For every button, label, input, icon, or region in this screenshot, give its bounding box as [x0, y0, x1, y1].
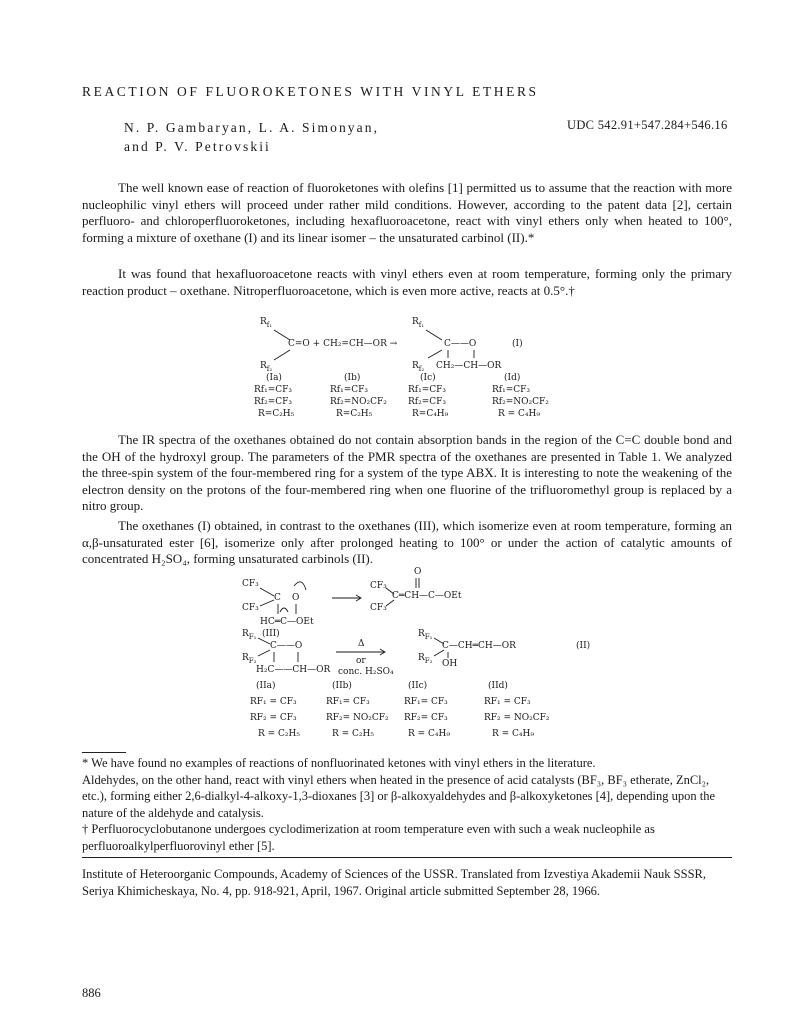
article-title: REACTION OF FLUOROKETONES WITH VINYL ETHERS [82, 84, 539, 99]
svg-text:O: O [292, 593, 300, 603]
svg-text:RF₂ = CF₃: RF₂ = CF₃ [250, 713, 297, 723]
reaction-scheme-1 [240, 312, 580, 422]
svg-text:H₂C——CH—OR: H₂C——CH—OR [256, 665, 331, 675]
svg-text:HC═C—OEt: HC═C—OEt [260, 617, 314, 627]
variant-Ic [408, 372, 449, 419]
svg-text:(IIa): (IIa) [256, 681, 276, 691]
svg-text:Rf₁=CF₃: Rf₁=CF₃ [408, 385, 446, 395]
svg-text:(III): (III) [262, 629, 280, 639]
authors-line-1: N. P. Gambaryan, L. A. Simonyan, [124, 120, 380, 135]
scheme2-oxethane-I [242, 629, 330, 675]
svg-text:R=C₄H₉: R=C₄H₉ [412, 409, 449, 419]
svg-text:CF₃: CF₃ [370, 603, 387, 613]
svg-text:(IId): (IId) [488, 681, 508, 691]
scheme1-label: (I) [512, 339, 523, 349]
svg-text:(II): (II) [576, 641, 591, 651]
svg-text:R=C₂H₅: R=C₂H₅ [336, 409, 373, 419]
svg-text:(Ia): (Ia) [266, 373, 282, 383]
scheme2-carbinol-II [418, 629, 590, 669]
svg-text:R = C₂H₅: R = C₂H₅ [332, 729, 374, 739]
svg-text:R = C₄H₉: R = C₄H₉ [492, 729, 534, 739]
svg-text:RF₁ = CF₃: RF₁ = CF₃ [250, 697, 297, 707]
svg-text:R = C₂H₅: R = C₂H₅ [258, 729, 300, 739]
reaction-scheme-2 [236, 566, 606, 744]
scheme1-rf1: $R_{f_1}$ [260, 317, 273, 329]
svg-text:R = C₄H₉: R = C₄H₉ [498, 409, 540, 419]
svg-text:R = C₄H₉: R = C₄H₉ [408, 729, 450, 739]
variant-Ia [254, 372, 295, 419]
svg-text:Rf₂=NO₂CF₂: Rf₂=NO₂CF₂ [492, 397, 549, 407]
svg-text:Rf₁=CF₃: Rf₁=CF₃ [330, 385, 368, 395]
svg-text:R=C₂H₅: R=C₂H₅ [258, 409, 295, 419]
svg-text:(IIc): (IIc) [408, 681, 428, 691]
svg-text:Rf₁=CF₃: Rf₁=CF₃ [254, 385, 292, 395]
svg-text:(Ic): (Ic) [420, 373, 436, 383]
scheme1-reactants [260, 317, 398, 373]
svg-text:Δ: Δ [358, 639, 365, 649]
svg-text:RF₂: $R_{F_2}$ [418, 653, 433, 665]
svg-text:RF₁: $R_{F_1}$ [418, 629, 433, 641]
svg-text:C—CH═CH—OR: C—CH═CH—OR [442, 641, 516, 651]
scheme2-arrow [336, 639, 394, 677]
scheme1-product [412, 317, 523, 373]
paragraph-3: The IR spectra of the oxethanes obtained do not contain absorption bands in the region of the C=C double bond and the OH of the hydroxyl group. The parameters of the PMR spectra of the oxethanes are presented in Table 1. We analyzed the three-spin system of the four-membered ring for a system of the type ABX. It is interesting to note the weakening of the electron density on the protons of the four-membered ring when one fluorine of the trifluoromethyl group is replaced by a nitro group. [82, 432, 732, 514]
scheme1-rf2: $R_{f_2}$ [260, 361, 273, 373]
svg-text:conc. H₂SO₄: conc. H₂SO₄ [338, 667, 394, 677]
svg-text:O: O [414, 567, 422, 577]
svg-text:RF₂: $R_{F_2}$ [242, 653, 257, 665]
svg-text:RF₁= CF₃: RF₁= CF₃ [404, 697, 448, 707]
scheme2-variants [250, 680, 550, 739]
scheme1-variants [254, 372, 549, 419]
variant-IIa [250, 680, 300, 739]
paragraph-1: The well known ease of reaction of fluoroketones with olefins [1] permitted us to assume that the reaction with more nucleophilic vinyl ethers will proceed under rather mild conditions. However, according to the patent data [2], certain perfluoro- and chloroperfluoroketones, including hexafluoroacetone, react with vinyl ethers only when heated to 100°, forming a mixture of oxethane (I) and its linear isomer – the unsaturated carbinol (II).* [82, 180, 732, 245]
footnote-dagger: † Perfluorocyclobutanone undergoes cyclodimerization at room temperature even with such a weak nucleophile as perfluoroalkylperfluorovinyl ether [5]. [82, 822, 655, 853]
scheme1-product-rf2: $R_{f_2}$ [412, 361, 425, 373]
svg-text:(IIb): (IIb) [332, 681, 352, 691]
svg-text:Rf₁=CF₃: Rf₁=CF₃ [492, 385, 530, 395]
svg-text:C═CH—C—OEt: C═CH—C—OEt [392, 591, 462, 601]
authors-line-2: and P. V. Petrovskii [124, 139, 271, 154]
svg-text:C: C [274, 593, 281, 603]
svg-text:RF₂= CF₃: RF₂= CF₃ [404, 713, 448, 723]
svg-text:Rf₂=NO₂CF₂: Rf₂=NO₂CF₂ [330, 397, 387, 407]
svg-text:or: or [356, 656, 366, 666]
paragraph-2: It was found that hexafluoroacetone reacts with vinyl ethers even at room temperature, forming only the primary reaction product – oxethane. Nitroperfluoroacetone, which is even more active, reacts at 0.5°.† [82, 266, 732, 298]
svg-text:(Ib): (Ib) [344, 373, 361, 383]
scheme1-ring-bottom: CH₂—CH—OR [436, 361, 502, 371]
variant-Id [492, 372, 549, 419]
svg-text:RF₁: $R_{F_1}$ [242, 629, 257, 641]
variant-IIb [326, 680, 389, 739]
svg-text:RF₂ = NO₂CF₂: RF₂ = NO₂CF₂ [484, 713, 550, 723]
institute-rule [82, 857, 732, 858]
svg-text:(Id): (Id) [504, 373, 521, 383]
udc-code: UDC 542.91+547.284+546.16 [567, 118, 728, 132]
variant-IIc [404, 680, 450, 739]
svg-text:CF₃: CF₃ [242, 579, 259, 589]
svg-text:RF₁= CF₃: RF₁= CF₃ [326, 697, 370, 707]
scheme1-ring-top: C——O [444, 339, 477, 349]
svg-text:RF₂= NO₂CF₂: RF₂= NO₂CF₂ [326, 713, 389, 723]
svg-text:Rf₂=CF₃: Rf₂=CF₃ [408, 397, 446, 407]
paragraph-4: The oxethanes (I) obtained, in contrast to the oxethanes (III), which isomerize even at room temperature, forming an α,β-unsaturated ester [6], isomerize only after prolonged heating to 100° or under the action of catalytic amounts of concentrated H₂SO₄, forming unsaturated carbinols (II). [82, 518, 732, 567]
variant-Ib [330, 372, 387, 419]
variant-IId [484, 680, 550, 739]
scheme2-ester-product [370, 567, 462, 613]
svg-text:OH: OH [442, 659, 458, 669]
svg-text:Rf₂=CF₃: Rf₂=CF₃ [254, 397, 292, 407]
svg-text:CF₃: CF₃ [370, 581, 387, 591]
institute-note: Institute of Heteroorganic Compounds, Academy of Sciences of the USSR. Translated from Izvestiya Akademii Nauk SSSR, Seriya Khimicheskaya, No. 4, pp. 918-921, April, 1967. Original article submitted September 28, 1966. [82, 867, 706, 898]
scheme1-reaction-line: C=O + CH₂=CH—OR → [288, 339, 398, 349]
svg-text:RF₁ = CF₃: RF₁ = CF₃ [484, 697, 531, 707]
footnotes [82, 755, 732, 854]
scheme2-oxethane-III [242, 579, 314, 639]
page-number: 886 [82, 986, 101, 1000]
authors [124, 118, 379, 156]
svg-text:CF₃: CF₃ [242, 603, 259, 613]
footnote-star-line2: Aldehydes, on the other hand, react with vinyl ethers when heated in the presence of acid catalysts (BF₃, BF₃ etherate, ZnCl₂, etc.), forming either 2,6-dialkyl-4-alkoxy-1,3-dioxanes [3] or β-alkoxyaldehydes and β-alkoxyketones [4], depending upon the nature of the aldehyde and catalysis. [82, 772, 716, 820]
footnote-star-line1: * We have found no examples of reactions of nonfluorinated ketones with vinyl ethers in the literature. [82, 756, 596, 770]
scheme1-product-rf1: $R_{f_1}$ [412, 317, 425, 329]
footnote-rule [82, 752, 126, 753]
svg-text:C——O: C——O [270, 641, 303, 651]
